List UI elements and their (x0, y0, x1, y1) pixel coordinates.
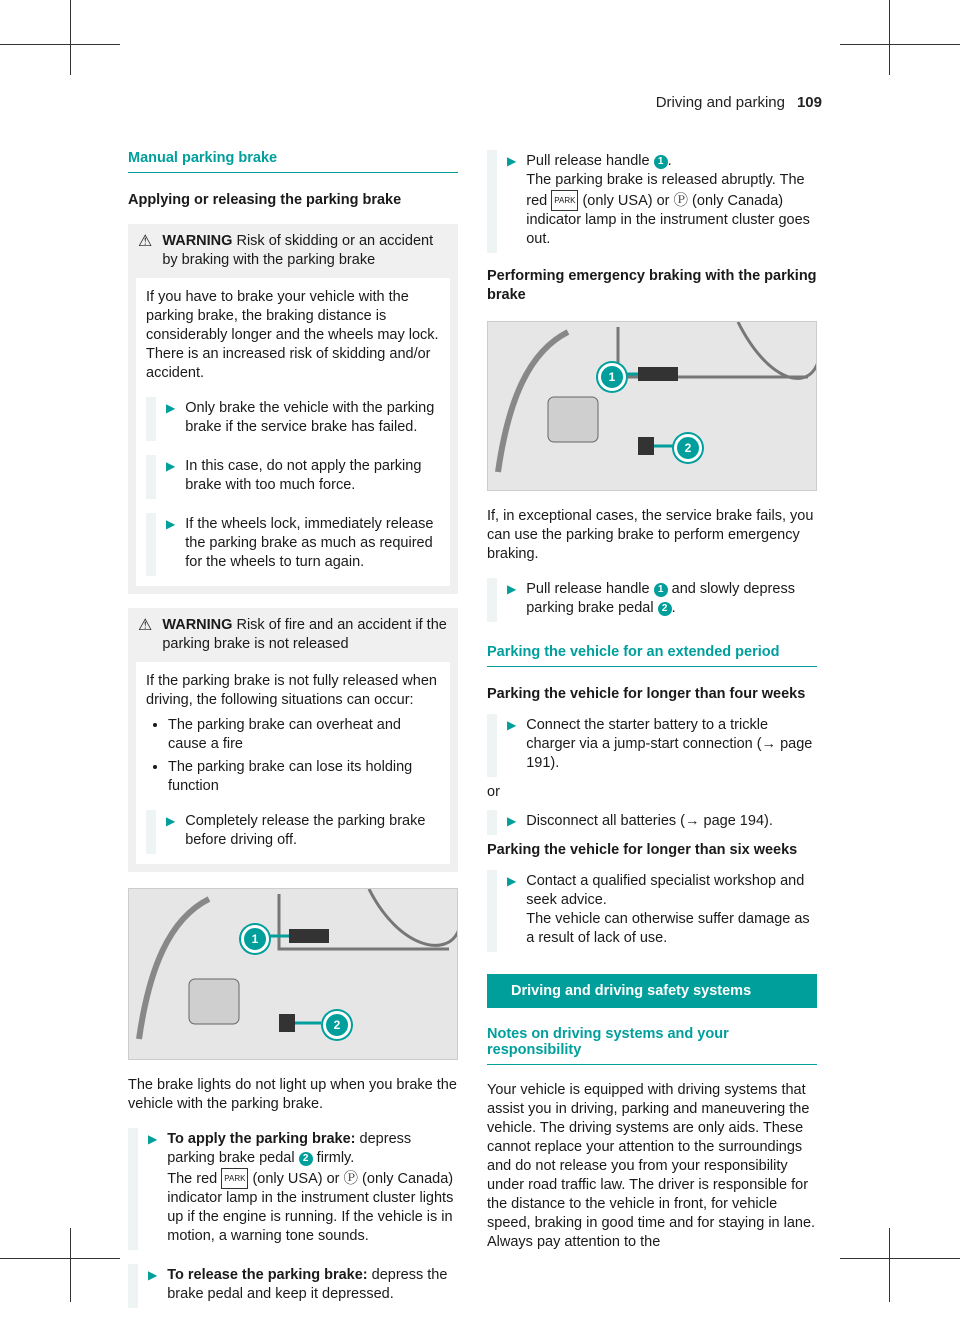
left-column (128, 150, 458, 1322)
crop-mark (0, 44, 120, 45)
interior-sketch-icon (129, 889, 458, 1059)
warning-title: Risk of fire and an accident if the parking brake is not released (162, 617, 447, 652)
or-text: or (487, 784, 500, 800)
step-text: (only USA) or (578, 193, 674, 209)
step-label: To release the parking brake: (167, 1267, 368, 1283)
callout-ref: 1 (654, 155, 668, 169)
callout-1: 1 (241, 925, 269, 953)
section-heading: Manual parking brake (128, 150, 458, 173)
crop-mark (840, 44, 960, 45)
step-text: (only Canada) indicator lamp in the instrument cluster goes out. (526, 193, 810, 247)
chapter-bar: Driving and driving safety systems (487, 974, 817, 1008)
step-text: . (671, 600, 676, 616)
step-text: Pull release handle (526, 581, 654, 597)
bullet-item: • The parking brake can overheat and cause a fire (168, 716, 440, 754)
page-number: 109 (796, 94, 822, 111)
step-text: depress the brake pedal and keep it depressed. (167, 1267, 448, 1302)
paragraph: The brake lights do not light up when you brake the vehicle with the parking brake. (128, 1077, 457, 1112)
callout-ref: 2 (299, 1152, 313, 1166)
crop-mark (0, 1258, 120, 1259)
warning-box (128, 224, 458, 594)
step-text: Contact a qualified specialist workshop and seek advice. (526, 873, 805, 908)
park-lamp-icon: PARK (551, 190, 578, 211)
crop-mark (889, 0, 890, 75)
warning-box (128, 608, 458, 872)
warning-label: WARNING (162, 617, 233, 633)
step-text: If the wheels lock, immediately release the parking brake as much as required for the wheels to turn again. (185, 516, 434, 570)
step-text: depress parking brake pedal (167, 1131, 412, 1166)
warning-body: If you have to brake your vehicle with the parking brake, the braking distance is considerably longer and the wheels may lock. There is an increased risk of skidding and/or accident. (146, 289, 439, 381)
arrow-icon: ▶ (507, 718, 517, 732)
interior-sketch-icon (488, 322, 817, 490)
arrow-icon: ▶ (507, 874, 517, 888)
header-title: Driving and parking (655, 94, 785, 111)
paragraph: If, in exceptional cases, the service brake fails, you can use the parking brake to perform emergency braking. (487, 508, 814, 562)
bullet-item: • The parking brake can lose its holding function (168, 758, 440, 796)
subheading: Performing emergency braking with the parking brake (487, 268, 817, 303)
callout-2: 2 (674, 434, 702, 462)
step-text: Only brake the vehicle with the parking brake if the service brake has failed. (185, 400, 435, 435)
arrow-icon: ▶ (507, 154, 517, 168)
subheading: Applying or releasing the parking brake (128, 192, 402, 208)
arrow-icon: ▶ (148, 1268, 158, 1282)
arrow-icon: ▶ (166, 814, 176, 828)
callout-ref: 1 (654, 583, 668, 597)
step-label: To apply the parking brake: (167, 1131, 356, 1147)
step-text: Disconnect all batteries (→ page 194). (526, 813, 773, 829)
step-text: . (667, 153, 672, 169)
subheading: Parking the vehicle for longer than four weeks (487, 686, 806, 702)
parking-brake-illustration (128, 888, 458, 1060)
right-column (487, 150, 817, 1252)
warning-triangle-icon: ⚠ (138, 233, 153, 250)
running-header (656, 94, 822, 111)
crop-mark (70, 0, 71, 75)
step-text: Pull release handle (526, 153, 654, 169)
park-lamp-icon: PARK (221, 1168, 248, 1189)
step-text: Connect the starter battery to a trickle charger via a jump-start connection (→ page 191). (526, 717, 813, 771)
crop-mark (889, 1228, 890, 1302)
step-text: Completely release the parking brake before driving off. (185, 813, 426, 848)
step-text: firmly. (312, 1150, 355, 1166)
arrow-icon: ▶ (166, 459, 176, 473)
crop-mark (840, 1258, 960, 1259)
callout-2: 2 (323, 1011, 351, 1039)
arrow-icon: ▶ (148, 1132, 158, 1146)
step-text: The vehicle can otherwise suffer damage as a result of lack of use. (526, 911, 810, 946)
callout-ref: 2 (658, 602, 672, 616)
warning-label: WARNING (162, 233, 233, 249)
paragraph: Your vehicle is equipped with driving systems that assist you in driving, parking and maneuvering the vehicle. The driving systems are only aids. These cannot replace your attention to the surroundings and do not release you from your responsibility under road traffic law. The driver is responsible for the distance to the vehicle in front, for vehicle speed, braking in good time and for staying in lane. Always pay attention to the (487, 1082, 816, 1250)
circle-p-icon: Ⓟ (673, 193, 689, 209)
subheading: Parking the vehicle for longer than six weeks (487, 842, 798, 858)
callout-1: 1 (598, 363, 626, 391)
arrow-icon: ▶ (166, 517, 176, 531)
arrow-icon: ▶ (507, 582, 517, 596)
section-heading: Parking the vehicle for an extended period (487, 644, 817, 667)
arrow-icon: ▶ (507, 814, 517, 828)
step-text: In this case, do not apply the parking brake with too much force. (185, 458, 422, 493)
section-heading: Notes on driving systems and your responsibility (487, 1026, 817, 1065)
step-text: (only Canada) indicator lamp in the instrument cluster lights up if the engine is running. If the vehicle is in motion, a warning tone sounds. (167, 1171, 454, 1244)
crop-mark (70, 1228, 71, 1302)
circle-p-icon: Ⓟ (343, 1171, 359, 1187)
warning-body: If the parking brake is not fully released when driving, the following situations can occur: (146, 673, 437, 708)
arrow-icon: ▶ (166, 401, 176, 415)
step-text: The parking brake is released abruptly. The red (526, 172, 805, 209)
warning-triangle-icon: ⚠ (138, 617, 153, 634)
step-text: (only USA) or (248, 1171, 344, 1187)
step-text: and slowly depress parking brake pedal (526, 581, 795, 616)
warning-title: Risk of skidding or an accident by braking with the parking brake (162, 233, 434, 268)
step-text: The red (167, 1171, 222, 1187)
parking-brake-illustration (487, 321, 817, 491)
